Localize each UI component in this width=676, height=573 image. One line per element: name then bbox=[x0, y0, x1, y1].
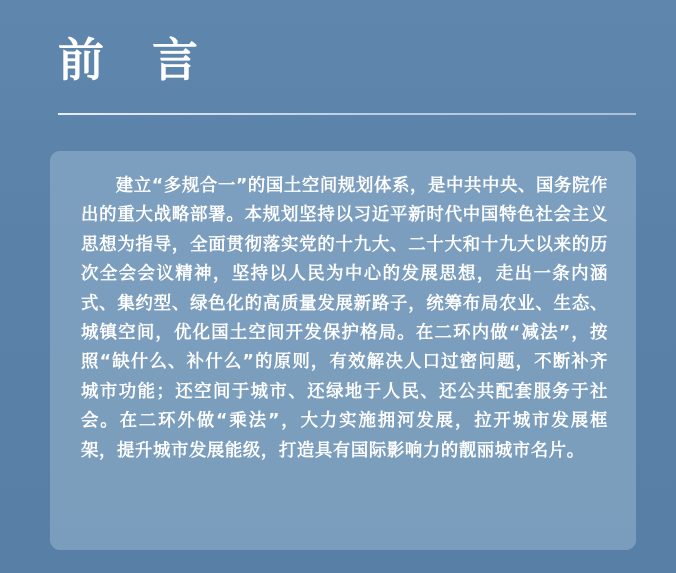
page-title: 前 言 bbox=[58, 33, 215, 87]
preface-card bbox=[50, 151, 636, 550]
preface-body-text: 建立“多规合一”的国土空间规划体系，是中共中央、国务院作出的重大战略部署。本规划坚持以习近平新时代中国特色社会主义思想为指导，全面贯彻落实党的十九大、二十大和十九大以来的历次全会会议精神，坚持以人民为中心的发展思想，走出一条内涵式、集约型、绿色化的高质量发展新路子，统筹布局农业、生态、城镇空间，优化国土空间开发保护格局。在二环内做“减法”，按照“缺什么、补什么”的原则，有效解决人口过密问题，不断补齐城市功能；还空间于城市、还绿地于人民、还公共配套服务于社会。在二环外做“乘法”，大力实施拥河发展，拉开城市发展框架，提升城市发展能级，打造具有国际影响力的靓丽城市名片。 bbox=[81, 176, 608, 461]
title-divider bbox=[58, 113, 636, 115]
